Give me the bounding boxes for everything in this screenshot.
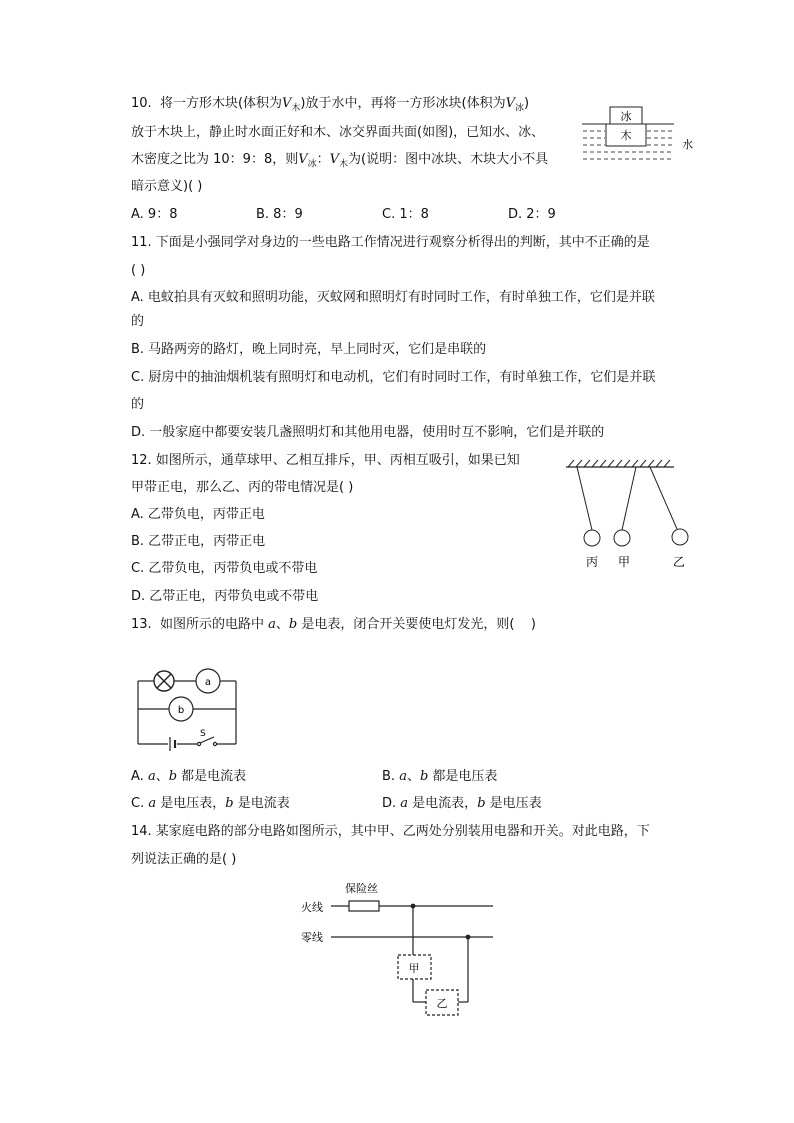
q10-line-1: 10. 将一方形木块(体积为$V_木$)放于水中，再将一方形冰块(体积为$V_冰$) (131, 96, 530, 114)
q12-figure-pith-balls (560, 455, 686, 575)
meter-a-label: a (204, 677, 212, 688)
q10-line-4: 暗示意义)( ) (131, 179, 203, 194)
q14-line-1: 14. 某家庭电路的部分电路如图所示，其中甲、乙两处分别装用电器和开关。对此电路，下 (131, 824, 650, 839)
q10-option-b[interactable]: B. 8：9 (256, 207, 303, 222)
q10-option-d[interactable]: D. 2：9 (508, 207, 556, 222)
q13-option-d[interactable]: D. a 是电流表，b 是电压表 (382, 796, 542, 811)
q12-option-c[interactable]: C. 乙带负电，丙带负电或不带电 (131, 561, 318, 576)
neutral-wire-label: 零线 (301, 931, 323, 944)
q14-line-2: 列说法正确的是( ) (131, 852, 237, 867)
q12-option-d[interactable]: D. 乙带正电，丙带负电或不带电 (131, 589, 319, 604)
lamp (154, 671, 174, 691)
label-bing: 丙 (585, 555, 599, 569)
q13-line-1: 13. 如图所示的电路中 a、b 是电表，闭合开关要使电灯发光，则( ) (131, 617, 536, 632)
fuse-label: 保险丝 (345, 882, 378, 895)
q12-option-b[interactable]: B. 乙带正电，丙带正电 (131, 534, 266, 549)
q11-option-a-line1[interactable]: A. 电蚊拍具有灭蚊和照明功能，灭蚊网和照明灯有时同时工作，有时单独工作，它们是并联 (131, 290, 655, 305)
battery (170, 737, 175, 751)
q11-option-c-line1[interactable]: C. 厨房中的抽油烟机装有照明灯和电动机，它们有时同时工作，有时单独工作，它们是并联 (131, 370, 656, 385)
fuse (349, 901, 379, 911)
box-yi-label: 乙 (436, 997, 448, 1010)
label-jia: 甲 (617, 555, 631, 569)
ball-yi (672, 529, 688, 545)
q13-option-c[interactable]: C. a 是电压表，b 是电流表 (131, 796, 290, 811)
q12-line-1: 12. 如图所示，通草球甲、乙相互排斥，甲、丙相互吸引，如果已知 (131, 453, 520, 468)
box-jia-label: 甲 (408, 962, 420, 975)
live-wire-label: 火线 (301, 901, 323, 914)
q10-option-a[interactable]: A. 9：8 (131, 207, 178, 222)
q11-option-a-line2[interactable]: 的 (131, 314, 145, 329)
q10-option-c[interactable]: C. 1：8 (382, 207, 429, 222)
q12-option-a[interactable]: A. 乙带负电，丙带正电 (131, 507, 265, 522)
q11-option-b[interactable]: B. 马路两旁的路灯，晚上同时亮，早上同时灭，它们是串联的 (131, 342, 487, 357)
q11-line-1: 11. 下面是小强同学对身边的一些电路工作情况进行观察分析得出的判断，其中不正确的是 (131, 235, 650, 250)
q11-option-c-line2[interactable]: 的 (131, 397, 145, 412)
q13-figure-circuit (130, 662, 245, 752)
switch-label: S (200, 729, 206, 739)
q13-option-b[interactable]: B. a、b 都是电压表 (382, 769, 498, 784)
q10-line-2: 放于木块上，静止时水面正好和木、冰交界面共面(如图)，已知水、冰、 (131, 125, 545, 140)
q11-option-d[interactable]: D. 一般家庭中都要安装几盏照明灯和其他用电器，使用时互不影响，它们是并联的 (131, 425, 605, 440)
ball-bing (584, 530, 600, 546)
q14-figure-household-circuit (295, 878, 500, 1023)
water-label: 水 (682, 138, 693, 151)
ball-jia (614, 530, 630, 546)
q12-line-2: 甲带正电，那么乙、丙的带电情况是( ) (131, 480, 354, 495)
meter-b-label: b (177, 705, 185, 716)
wood-label: 木 (620, 129, 632, 142)
q10-figure-ice-wood (578, 100, 698, 170)
q10-line-3: 木密度之比为 10：9：8，则$V_冰$：$V_木$为(说明：图中冰块、木块大小不具 (131, 152, 549, 170)
q11-line-2: ( ) (131, 263, 146, 278)
q13-option-a[interactable]: A. a、b 都是电流表 (131, 769, 247, 784)
ice-label: 冰 (620, 110, 632, 123)
label-yi: 乙 (672, 555, 686, 569)
